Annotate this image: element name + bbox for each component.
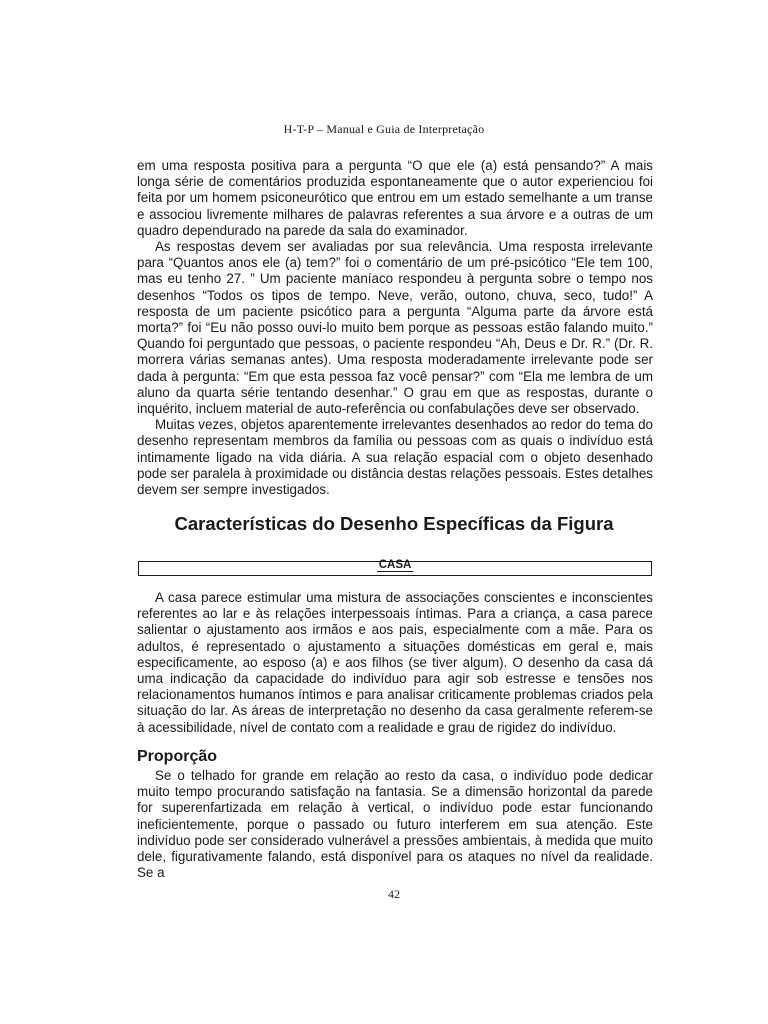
proporcao-text-block	[137, 768, 653, 881]
casa-paragraph: A casa parece estimular uma mistura de associações conscientes e inconscientes referentes ao lar e às relações interpessoais íntimas. Para a criança, a casa parece salientar o ajustamento aos irmãos e aos pais, especialmente com a mãe. Para os adultos, é representado o ajustamento a situações domésticas em geral e, mais especificamente, ao esposo (a) e aos filhos (se tiver algum). O desenho da casa dá uma indicação da capacidade do indivíduo para agir sob estresse e tensões nos relacionamentos humanos íntimos e para analisar criticamente problemas criados pela situação do lar. As áreas de interpretação no desenho da casa geralmente referem-se à acessibilidade, nível de contato com a realidade e grau de rigidez do indivíduo.	[137, 590, 653, 735]
intro-paragraph-3: Muitas vezes, objetos aparentemente irrelevantes desenhados ao redor do tema do desenho representam membros da família ou pessoas com as quais o indivíduo está intimamente ligado na vida diária. A sua relação espacial com o objeto desenhado pode ser paralela à proximidade ou distância destas relações pessoais. Estes detalhes devem ser sempre investigados.	[137, 417, 653, 498]
casa-label: CASA	[378, 559, 412, 571]
intro-paragraph-1: em uma resposta positiva para a pergunta “O que ele (a) está pensando?” A mais longa série de comentários produzida espontaneamente que o autor experienciou foi feita por um homem psiconeurótico que entrou em um estado semelhante a um transe e associou livremente milhares de palavras referentes a sua árvore e a outras de um quadro dependurado na parede da sala do examinador.	[137, 158, 653, 238]
page-number: 42	[388, 887, 400, 901]
running-head: H-T-P – Manual e Guia de Interpretação	[283, 122, 485, 136]
intro-paragraph-2: As respostas devem ser avaliadas por sua relevância. Uma resposta irrelevante para “Quantos anos ele (a) tem?” foi o comentário de um pré-psicótico “Ele tem 100, mas eu tenho 27. ” Um paciente maníaco respondeu à pergunta sobre o tempo nos desenhos “Todos os tipos de tempo. Neve, verão, outono, chuva, seco, tudo!” A resposta de um paciente psicótico para a pergunta “Alguma parte da árvore está morta?” foi “Eu não posso ouvi-lo muito bem porque as pessoas estão falando muito.” Quando foi perguntado que pessoas, o paciente respondeu “Ah, Deus e Dr. R.” (Dr. R. morrera várias semanas antes). Uma resposta moderadamente irrelevante pode ser dada à pergunta: “Em que esta pessoa faz você pensar?” com “Ela me lembra de um aluno da quarta série tentando desenhar.” O grau em que as respostas, durante o inquérito, incluem material de auto-referência ou confabulações deve ser observado.	[137, 239, 653, 417]
proporcao-paragraph: Se o telhado for grande em relação ao resto da casa, o indivíduo pode dedicar muito tempo procurando satisfação na fantasia. Se a dimensão horizontal da parede for superenfartizada em relação à vertical, o indivíduo pode estar funcionando ineficientemente, porque o passado ou futuro interferem em sua atenção. Este indivíduo pode ser considerado vulnerável a pressões ambientais, à medida que muito dele, figurativamente falando, está disponível para os ataques no nível da realidade. Se a	[137, 768, 653, 881]
casa-text-block	[137, 590, 653, 736]
section-title: Características do Desenho Específicas da Figura	[174, 513, 614, 534]
subsection-title: Proporção	[137, 748, 218, 765]
casa-banner	[138, 561, 652, 576]
intro-text-block	[137, 158, 653, 498]
